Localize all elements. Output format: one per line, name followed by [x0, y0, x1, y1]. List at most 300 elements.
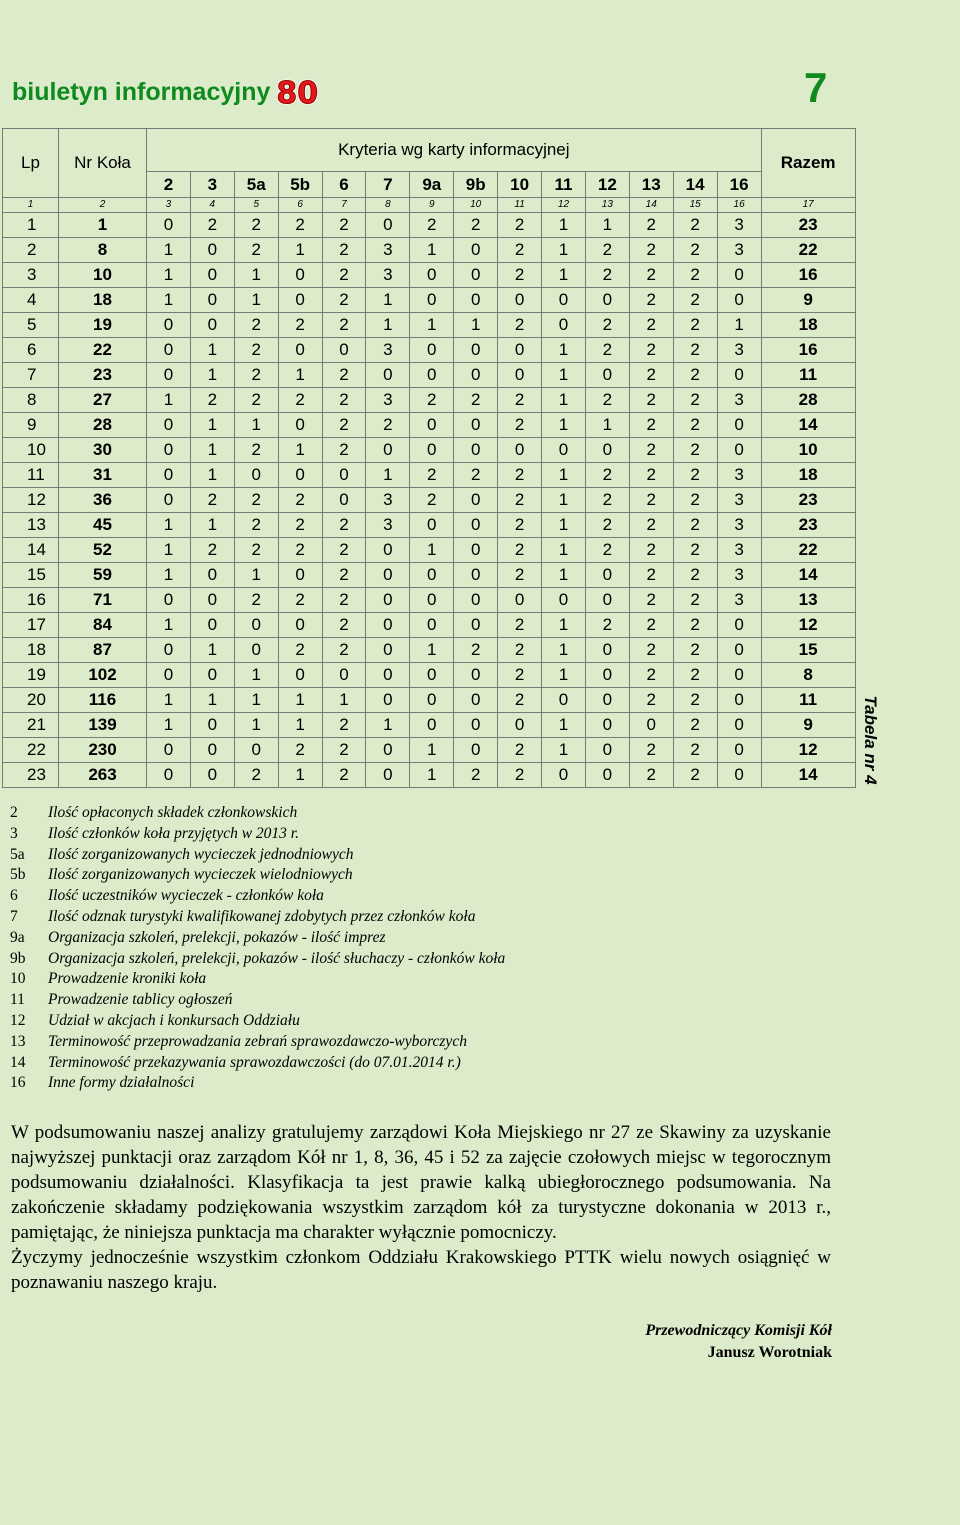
- row-score: 2: [234, 363, 278, 388]
- signature-name: Janusz Worotniak: [707, 1344, 832, 1361]
- row-score: 2: [673, 213, 717, 238]
- row-score: 0: [147, 213, 191, 238]
- row-score: 2: [673, 288, 717, 313]
- row-lp: 4: [3, 288, 59, 313]
- row-club-number: 31: [59, 463, 147, 488]
- row-score: 0: [585, 713, 629, 738]
- row-total: 18: [761, 313, 855, 338]
- row-score: 1: [542, 638, 586, 663]
- row-score: 0: [366, 563, 410, 588]
- row-club-number: 59: [59, 563, 147, 588]
- row-score: 0: [454, 238, 498, 263]
- table-row: [3, 738, 856, 763]
- row-score: 0: [585, 363, 629, 388]
- table-header-row: [3, 129, 856, 172]
- row-score: 0: [717, 363, 761, 388]
- row-score: 0: [190, 313, 234, 338]
- criteria-code: 14: [673, 172, 717, 198]
- row-score: 0: [410, 613, 454, 638]
- row-score: 0: [498, 338, 542, 363]
- row-score: 1: [147, 713, 191, 738]
- row-total: 12: [761, 613, 855, 638]
- row-score: 1: [366, 288, 410, 313]
- row-score: 2: [629, 313, 673, 338]
- row-score: 0: [190, 763, 234, 788]
- row-score: 2: [629, 238, 673, 263]
- row-score: 3: [717, 213, 761, 238]
- legend-code: 5b: [10, 866, 26, 884]
- row-score: 3: [366, 338, 410, 363]
- column-number: 7: [322, 198, 366, 213]
- row-club-number: 102: [59, 663, 147, 688]
- table-row: [3, 513, 856, 538]
- row-score: 2: [322, 763, 366, 788]
- row-score: 2: [322, 563, 366, 588]
- row-score: 2: [673, 363, 717, 388]
- row-total: 12: [761, 738, 855, 763]
- row-score: 0: [717, 638, 761, 663]
- row-score: 0: [629, 713, 673, 738]
- row-score: 0: [454, 538, 498, 563]
- row-score: 1: [234, 688, 278, 713]
- row-club-number: 28: [59, 413, 147, 438]
- row-score: 0: [410, 263, 454, 288]
- row-score: 3: [717, 463, 761, 488]
- row-total: 22: [761, 538, 855, 563]
- legend-text: Organizacja szkoleń, prelekcji, pokazów - ilość słuchaczy - członków koła: [48, 949, 506, 967]
- table-row: [3, 688, 856, 713]
- table-row: [3, 588, 856, 613]
- row-score: 2: [322, 363, 366, 388]
- row-score: 2: [585, 463, 629, 488]
- row-score: 0: [234, 638, 278, 663]
- row-score: 0: [190, 563, 234, 588]
- legend-code: 5a: [10, 845, 25, 863]
- club-number-header: Nr Koła: [59, 129, 147, 198]
- legend-text: Ilość uczestników wycieczek - członków koła: [48, 887, 324, 905]
- row-score: 1: [278, 238, 322, 263]
- row-score: 1: [542, 538, 586, 563]
- row-total: 11: [761, 688, 855, 713]
- row-score: 2: [234, 213, 278, 238]
- row-score: 2: [629, 538, 673, 563]
- row-score: 1: [542, 388, 586, 413]
- row-score: 2: [629, 363, 673, 388]
- row-score: 0: [585, 738, 629, 763]
- table-row: [3, 638, 856, 663]
- row-score: 0: [278, 463, 322, 488]
- row-score: 0: [717, 438, 761, 463]
- row-score: 1: [542, 338, 586, 363]
- row-score: 2: [498, 538, 542, 563]
- row-score: 2: [673, 563, 717, 588]
- signature-role: Przewodniczący Komisji Kół: [645, 1322, 832, 1339]
- table-row: [3, 538, 856, 563]
- row-score: 1: [278, 438, 322, 463]
- row-score: 2: [673, 313, 717, 338]
- row-score: 0: [454, 563, 498, 588]
- row-score: 2: [673, 638, 717, 663]
- row-score: 0: [410, 588, 454, 613]
- row-lp: 5: [3, 313, 59, 338]
- row-score: 0: [454, 688, 498, 713]
- row-score: 0: [147, 313, 191, 338]
- legend-code: 6: [10, 887, 18, 905]
- legend-text: Ilość opłaconych składek członkowskich: [48, 804, 298, 821]
- row-score: 2: [498, 513, 542, 538]
- row-score: 1: [410, 763, 454, 788]
- legend-item: [10, 907, 505, 928]
- row-score: 1: [366, 713, 410, 738]
- row-score: 2: [278, 538, 322, 563]
- row-score: 2: [410, 488, 454, 513]
- row-score: 0: [585, 663, 629, 688]
- row-score: 1: [366, 313, 410, 338]
- row-total: 16: [761, 338, 855, 363]
- row-score: 0: [454, 263, 498, 288]
- legend-code: 12: [10, 1011, 26, 1029]
- row-club-number: 10: [59, 263, 147, 288]
- row-score: 2: [498, 213, 542, 238]
- row-score: 2: [629, 488, 673, 513]
- row-score: 2: [498, 313, 542, 338]
- table-row: [3, 563, 856, 588]
- row-score: 0: [278, 563, 322, 588]
- page-number: 7: [804, 64, 828, 111]
- legend-item: [10, 1073, 505, 1094]
- row-score: 0: [366, 738, 410, 763]
- row-score: 1: [147, 513, 191, 538]
- row-lp: 23: [3, 763, 59, 788]
- row-score: 2: [278, 638, 322, 663]
- row-score: 1: [542, 263, 586, 288]
- legend-item: [10, 969, 505, 990]
- row-total: 23: [761, 213, 855, 238]
- row-club-number: 116: [59, 688, 147, 713]
- row-score: 0: [717, 288, 761, 313]
- row-score: 2: [629, 638, 673, 663]
- row-score: 2: [585, 238, 629, 263]
- row-score: 0: [190, 613, 234, 638]
- legend-text: Ilość członków koła przyjętych w 2013 r.: [48, 824, 299, 842]
- row-score: 2: [498, 613, 542, 638]
- row-score: 2: [673, 613, 717, 638]
- row-score: 0: [190, 713, 234, 738]
- row-score: 0: [190, 288, 234, 313]
- row-score: 1: [190, 363, 234, 388]
- row-score: 0: [190, 238, 234, 263]
- table-row: [3, 463, 856, 488]
- row-score: 2: [234, 588, 278, 613]
- row-score: 2: [673, 688, 717, 713]
- row-score: 2: [498, 738, 542, 763]
- row-score: 2: [673, 513, 717, 538]
- row-score: 0: [498, 438, 542, 463]
- row-score: 0: [366, 588, 410, 613]
- row-score: 0: [585, 763, 629, 788]
- row-score: 3: [717, 238, 761, 263]
- row-lp: 17: [3, 613, 59, 638]
- row-club-number: 84: [59, 613, 147, 638]
- table-caption: Tabela nr 4: [861, 695, 880, 785]
- row-score: 1: [190, 638, 234, 663]
- criteria-code: 7: [366, 172, 410, 198]
- row-score: 0: [585, 563, 629, 588]
- criteria-code: 2: [147, 172, 191, 198]
- row-lp: 10: [3, 438, 59, 463]
- row-score: 2: [585, 513, 629, 538]
- legend-text: Terminowość przeprowadzania zebrań sprawozdawczo-wyborczych: [48, 1032, 467, 1050]
- row-score: 1: [542, 613, 586, 638]
- row-score: 2: [673, 263, 717, 288]
- row-score: 1: [542, 713, 586, 738]
- row-lp: 20: [3, 688, 59, 713]
- row-score: 2: [673, 463, 717, 488]
- legend-code: 7: [10, 907, 18, 925]
- row-score: 2: [673, 438, 717, 463]
- row-club-number: 8: [59, 238, 147, 263]
- row-lp: 9: [3, 413, 59, 438]
- club-scores-table: [2, 128, 856, 788]
- row-score: 2: [673, 388, 717, 413]
- row-score: 2: [498, 238, 542, 263]
- row-score: 0: [717, 688, 761, 713]
- row-score: 0: [278, 338, 322, 363]
- column-number: 9: [410, 198, 454, 213]
- row-score: 0: [366, 763, 410, 788]
- row-score: 1: [147, 288, 191, 313]
- row-score: 2: [190, 213, 234, 238]
- row-score: 1: [410, 638, 454, 663]
- row-score: 2: [585, 388, 629, 413]
- row-score: 2: [322, 438, 366, 463]
- row-score: 0: [410, 663, 454, 688]
- table-row: [3, 713, 856, 738]
- row-club-number: 19: [59, 313, 147, 338]
- row-score: 2: [629, 263, 673, 288]
- row-score: 2: [498, 688, 542, 713]
- row-score: 2: [673, 413, 717, 438]
- row-total: 14: [761, 763, 855, 788]
- row-lp: 13: [3, 513, 59, 538]
- row-score: 1: [542, 513, 586, 538]
- row-score: 1: [322, 688, 366, 713]
- summary-paragraph-2: Życzymy jednocześnie wszystkim członkom Oddziału Krakowskiego PTTK wielu nowych osiągnięć w poznawaniu naszego kraju.: [11, 1247, 831, 1293]
- row-score: 0: [147, 338, 191, 363]
- row-lp: 6: [3, 338, 59, 363]
- row-score: 2: [629, 338, 673, 363]
- row-score: 2: [278, 213, 322, 238]
- row-lp: 3: [3, 263, 59, 288]
- row-score: 1: [542, 563, 586, 588]
- legend-item: [10, 1032, 505, 1053]
- legend-text: Udział w akcjach i konkursach Oddziału: [48, 1011, 300, 1029]
- row-score: 2: [322, 638, 366, 663]
- row-score: 2: [234, 438, 278, 463]
- row-score: 1: [542, 413, 586, 438]
- row-score: 2: [410, 213, 454, 238]
- row-club-number: 27: [59, 388, 147, 413]
- row-score: 2: [410, 463, 454, 488]
- row-score: 1: [190, 413, 234, 438]
- table-row: [3, 213, 856, 238]
- row-score: 2: [673, 538, 717, 563]
- row-score: 0: [147, 488, 191, 513]
- row-score: 0: [410, 413, 454, 438]
- row-score: 0: [322, 663, 366, 688]
- row-club-number: 23: [59, 363, 147, 388]
- row-score: 0: [234, 613, 278, 638]
- table-row: [3, 263, 856, 288]
- row-score: 0: [717, 613, 761, 638]
- row-score: 1: [147, 688, 191, 713]
- row-score: 2: [234, 388, 278, 413]
- legend-item: [10, 1011, 505, 1032]
- row-score: 2: [673, 238, 717, 263]
- row-score: 1: [190, 513, 234, 538]
- bulletin-name: biuletyn informacyjny: [12, 78, 271, 106]
- row-lp: 16: [3, 588, 59, 613]
- row-score: 2: [322, 513, 366, 538]
- row-score: 2: [234, 338, 278, 363]
- row-score: 2: [673, 713, 717, 738]
- legend-text: Terminowość przekazywania sprawozdawczości (do 07.01.2014 r.): [48, 1053, 461, 1071]
- row-score: 0: [366, 438, 410, 463]
- bulletin-title: [12, 76, 319, 111]
- row-score: 0: [454, 488, 498, 513]
- row-total: 13: [761, 588, 855, 613]
- row-score: 0: [322, 463, 366, 488]
- row-lp: 14: [3, 538, 59, 563]
- row-lp: 15: [3, 563, 59, 588]
- row-score: 0: [147, 463, 191, 488]
- row-score: 1: [542, 463, 586, 488]
- row-score: 0: [147, 413, 191, 438]
- row-total: 14: [761, 413, 855, 438]
- legend-code: 16: [10, 1074, 26, 1092]
- row-score: 2: [629, 688, 673, 713]
- legend-code: 10: [10, 970, 26, 988]
- row-score: 2: [322, 388, 366, 413]
- legend-item: [10, 928, 505, 949]
- column-number: 12: [542, 198, 586, 213]
- row-score: 1: [410, 538, 454, 563]
- row-score: 1: [410, 313, 454, 338]
- row-club-number: 30: [59, 438, 147, 463]
- row-score: 2: [366, 413, 410, 438]
- signature: [645, 1320, 832, 1364]
- row-score: 2: [190, 488, 234, 513]
- row-score: 0: [585, 688, 629, 713]
- row-score: 0: [366, 363, 410, 388]
- row-total: 11: [761, 363, 855, 388]
- row-total: 15: [761, 638, 855, 663]
- row-score: 2: [322, 413, 366, 438]
- row-score: 0: [542, 313, 586, 338]
- row-score: 0: [410, 563, 454, 588]
- row-score: 0: [717, 663, 761, 688]
- row-score: 2: [322, 738, 366, 763]
- row-score: 2: [498, 638, 542, 663]
- row-score: 0: [454, 663, 498, 688]
- row-total: 9: [761, 713, 855, 738]
- row-score: 1: [190, 688, 234, 713]
- row-total: 9: [761, 288, 855, 313]
- legend-item: [10, 803, 505, 824]
- row-score: 1: [234, 288, 278, 313]
- row-score: 0: [454, 363, 498, 388]
- row-score: 0: [498, 588, 542, 613]
- row-score: 1: [542, 488, 586, 513]
- legend-item: [10, 865, 505, 886]
- row-score: 1: [147, 263, 191, 288]
- legend-item: [10, 845, 505, 866]
- row-score: 0: [454, 713, 498, 738]
- row-score: 2: [322, 713, 366, 738]
- row-score: 0: [585, 288, 629, 313]
- row-total: 10: [761, 438, 855, 463]
- row-score: 2: [322, 588, 366, 613]
- row-score: 2: [585, 538, 629, 563]
- row-score: 0: [366, 663, 410, 688]
- table-row: [3, 663, 856, 688]
- row-score: 1: [234, 563, 278, 588]
- criteria-code: 13: [629, 172, 673, 198]
- row-score: 0: [278, 613, 322, 638]
- table-row: [3, 338, 856, 363]
- total-header: Razem: [761, 129, 855, 198]
- summary-paragraph-1: W podsumowaniu naszej analizy gratulujemy zarządowi Koła Miejskiego nr 27 ze Skawiny za uzyskanie najwyższej punktacji oraz zarządom Kół nr 1, 8, 36, 45 i 52 za zajęcie czołowych miejsc w tegorocznym podsumowaniu działalności. Klasyfikacja ta jest prawie kalką ubiegłorocznego podsumowania. Na zakończenie składamy podziękowania wszystkim zarządom kół za turystyczne dokonania w 2013 r., pamiętając, że niniejsza punktacja ma charakter wyłącznie pomocniczy.: [11, 1122, 831, 1243]
- row-score: 1: [585, 213, 629, 238]
- row-lp: 21: [3, 713, 59, 738]
- row-score: 2: [322, 613, 366, 638]
- row-score: 0: [717, 263, 761, 288]
- row-score: 1: [454, 313, 498, 338]
- row-score: 0: [454, 588, 498, 613]
- row-score: 0: [717, 738, 761, 763]
- row-score: 2: [673, 588, 717, 613]
- row-score: 1: [234, 263, 278, 288]
- row-score: 2: [498, 763, 542, 788]
- row-score: 3: [366, 238, 410, 263]
- row-score: 1: [585, 413, 629, 438]
- row-score: 2: [278, 313, 322, 338]
- row-score: 0: [322, 338, 366, 363]
- table-row: [3, 438, 856, 463]
- row-score: 2: [629, 413, 673, 438]
- column-number: 2: [59, 198, 147, 213]
- legend-code: 9a: [10, 928, 25, 946]
- row-score: 0: [454, 513, 498, 538]
- row-score: 0: [498, 713, 542, 738]
- row-score: 0: [410, 288, 454, 313]
- column-numbers-row: [3, 198, 856, 213]
- row-total: 8: [761, 663, 855, 688]
- legend-text: Ilość zorganizowanych wycieczek jednodniowych: [48, 845, 354, 863]
- legend-text: Prowadzenie kroniki koła: [48, 970, 207, 988]
- row-score: 2: [629, 563, 673, 588]
- row-total: 16: [761, 263, 855, 288]
- row-lp: 22: [3, 738, 59, 763]
- row-lp: 18: [3, 638, 59, 663]
- row-score: 2: [629, 738, 673, 763]
- row-score: 2: [629, 388, 673, 413]
- row-score: 0: [366, 538, 410, 563]
- legend-item: [10, 1053, 505, 1074]
- legend-text: Ilość zorganizowanych wycieczek wielodniowych: [48, 866, 353, 884]
- row-score: 0: [322, 488, 366, 513]
- row-score: 2: [454, 463, 498, 488]
